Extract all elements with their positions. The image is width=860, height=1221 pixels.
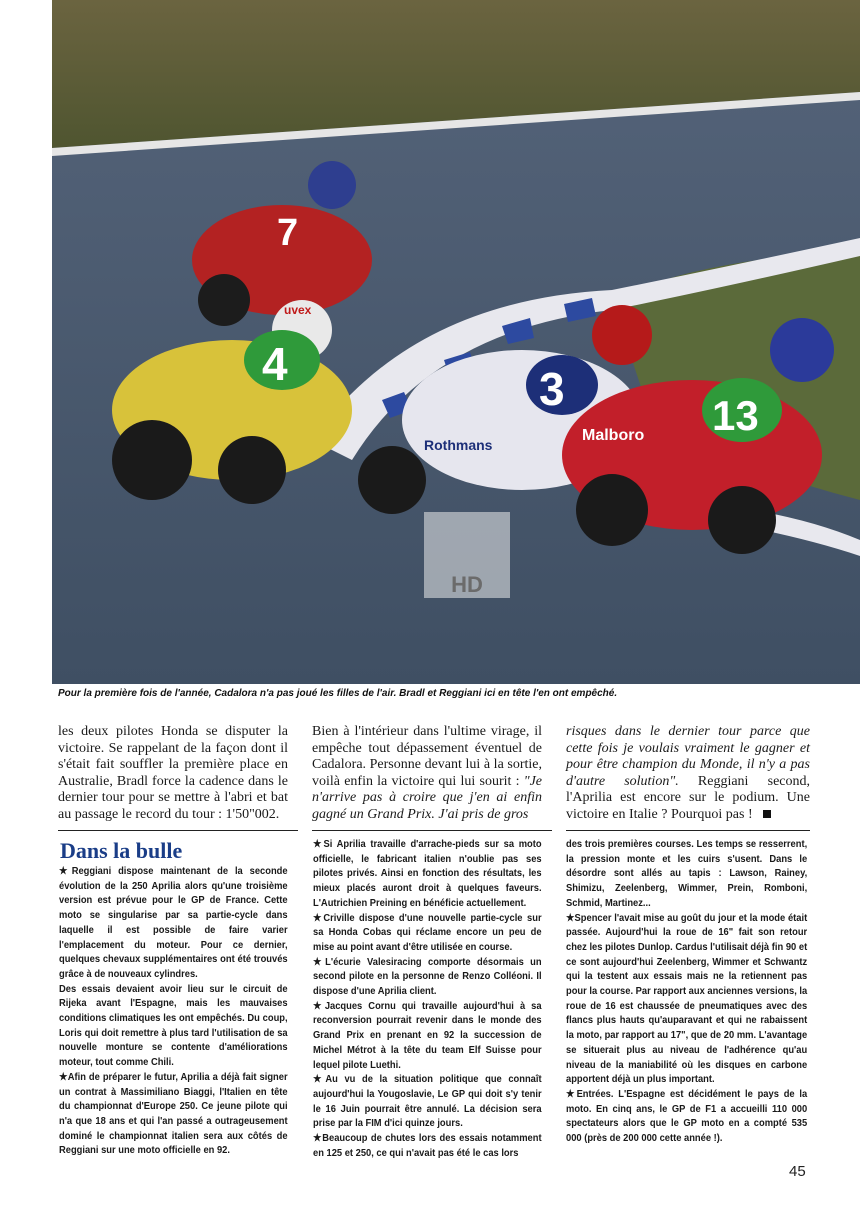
- article-column-1: les deux pilotes Honda se disputer la victoire. Se rappelant de la façon dont il s'était fait souffler la première place en Australie, Bradl force la cadence dans le dernier tour pour se mettre à l'abri et bat au passage le record du tour : 1'50"002.: [58, 724, 288, 822]
- article-column-3: [566, 724, 810, 823]
- sidebar-column-1: [59, 865, 288, 1159]
- sidebar-paragraph: ★Au vu de la situation politique que connaît aujourd'hui la Yougoslavie, Le GP qui doit s'y tenir le 16 Juin pourrait être annulé. La décision sera prise par la FIM d'ici quinze jours.: [313, 1074, 542, 1130]
- page-number: 45: [789, 1163, 806, 1180]
- bike-number-4: 4: [262, 338, 288, 390]
- quote-text: "Je n'arrive pas à croire que j'en ai enfin gagné un Grand Prix. J'ai pris de gros: [312, 773, 542, 822]
- photo-caption: Pour la première fois de l'année, Cadalora n'a pas joué les filles de l'air. Bradl et Reggiani ici en tête l'en ont empêché.: [58, 688, 618, 699]
- sponsor-rothmans: Rothmans: [424, 437, 493, 453]
- sidebar-column-3: [566, 838, 807, 1147]
- sidebar-rule: [58, 830, 298, 831]
- sidebar-paragraph: Des essais devaient avoir lieu sur le circuit de Rijeka avant l'Espagne, mais les mauvaises conditions climatiques les ont empêchés. Du coup, Loris qui doit remettre à plus tard l'utilisation de sa nouvelle monture se contente d'améliorations moteur, tout comme Chili.: [59, 983, 288, 1069]
- watermark-logo: [424, 512, 510, 598]
- sidebar-paragraph: ★L'écurie Valesiracing comporte désormais un second pilote en la personne de Renzo Colléoni. Il dispose d'une Aprilia client.: [313, 956, 542, 998]
- sidebar-rule: [312, 830, 552, 831]
- sidebar-paragraph: ★Si Aprilia travaille d'arrache-pieds sur sa moto officielle, le fabricant italien n'oublie pas ses pilotes privés. Ainsi en fonction des résultats, les mieux placés auront droit à quelques faveurs. L'Autrichien Preining en bénéficie actuellement.: [313, 839, 542, 909]
- sidebar-paragraph: ★Afin de préparer le futur, Aprilia a déjà fait signer un contrat à Massimiliano Biaggi, l'Italien en tête du championnat d'Europe 250. Ce jeune pilote qui n'a que 18 ans et qui l'an passé a outrageusement dominé le championnat italien sera aux côtés de Reggiani sur une moto officielle en 92.: [59, 1071, 288, 1157]
- sidebar-title: Dans la bulle: [60, 838, 183, 863]
- sidebar-rule: [566, 830, 810, 831]
- article-text: Reggiani second, l'Aprilia est encore sur le podium. Une victoire en Italie ? Pourquoi pas !: [566, 773, 811, 822]
- sidebar-paragraph: ★Spencer l'avait mise au goût du jour et la mode était passée. Aujourd'hui la roue de 16" fait son retour chez les pilotes Dunlop. Cardus l'utilisait déjà fin 90 et ce sont aujourd'hui Zeelenberg, Wimmer et Schwantz qui la testent aux essais mais ne la retiennent pas pour la course. Par rapport aux anciennes versions, la roue de 16 est chaussée de pneumatiques avec des flancs plus hauts qu'auparavant et qui ne rabaissent la moto, par rapport au 17", que de 20 mm. L'avantage se situerait plus au niveau de l'adhérence qu'au niveau de la maniabilité où les disques en carbone apportent déjà un plus important.: [566, 912, 808, 1086]
- quote-text: risques dans le dernier tour parce que cette fois je voulais vraiment le gagner et pour être champion du Monde, il n'y a pas d'autre solution".: [566, 724, 810, 789]
- sidebar-column-2: [313, 838, 542, 1161]
- sidebar-paragraph: ★Beaucoup de chutes lors des essais notamment en 125 et 250, ce qui n'avait pas été le cas lors: [313, 1133, 542, 1159]
- sidebar-paragraph: ★Reggiani dispose maintenant de la seconde évolution de la 250 Aprilia alors qu'une troisième version est prévue pour le GP de France. Cette moto se singularise par sa partie-cycle dans laquelle il est possible de faire varier l'emplacement du moteur. Pour ce dernier, quelques chevaux supplémentaires ont été trouvés grâce à de nouveaux cylindres.: [59, 866, 288, 980]
- bike-number-7: 7: [277, 212, 299, 254]
- sidebar-paragraph: ★Criville dispose d'une nouvelle partie-cycle sur sa Honda Cobas qui réclame encore un peu de mise au point avant d'être utilisée en course.: [313, 912, 542, 953]
- article-text: Bien à l'intérieur dans l'ultime virage, il empêche tout dépassement éventuel de Cadalora. Personne devant lui à la sortie, voilà enfin la victoire qui lui sourit :: [312, 724, 542, 789]
- bike-number-3: 3: [539, 363, 565, 415]
- watermark-text: HD: [451, 572, 483, 597]
- sidebar-paragraph: ★Jacques Cornu qui travaille aujourd'hui à sa reconversion pourrait revenir dans le monde des Grand Prix en prenant en 92 la succession de Michel Métrot à la tête du team Elf Suisse pour lequel pilote Luethi.: [313, 1000, 542, 1071]
- sidebar-paragraph: ★Entrées. L'Espagne est décidément le pays de la moto. En cinq ans, le GP de F1 a accueilli 110 000 spectateurs alors que le GP moto en a compté 535 000 (près de 200 000 cette année !).: [566, 1088, 808, 1145]
- sidebar-paragraph: des trois premières courses. Les temps se resserrent, la pression monte et les cuirs s'usent. Dans le désordre sont allés au tapis : Lawson, Rainey, Shimizu, Zeelenberg, Wimmer, Prein, Romboni, Schmid, Martinez...: [566, 839, 808, 909]
- bike-number-13: 13: [712, 392, 759, 439]
- helmet-brand: uvex: [284, 303, 312, 317]
- article-column-2: [312, 724, 542, 823]
- end-mark-icon: [763, 810, 771, 818]
- sponsor-marlboro: Malboro: [582, 427, 645, 444]
